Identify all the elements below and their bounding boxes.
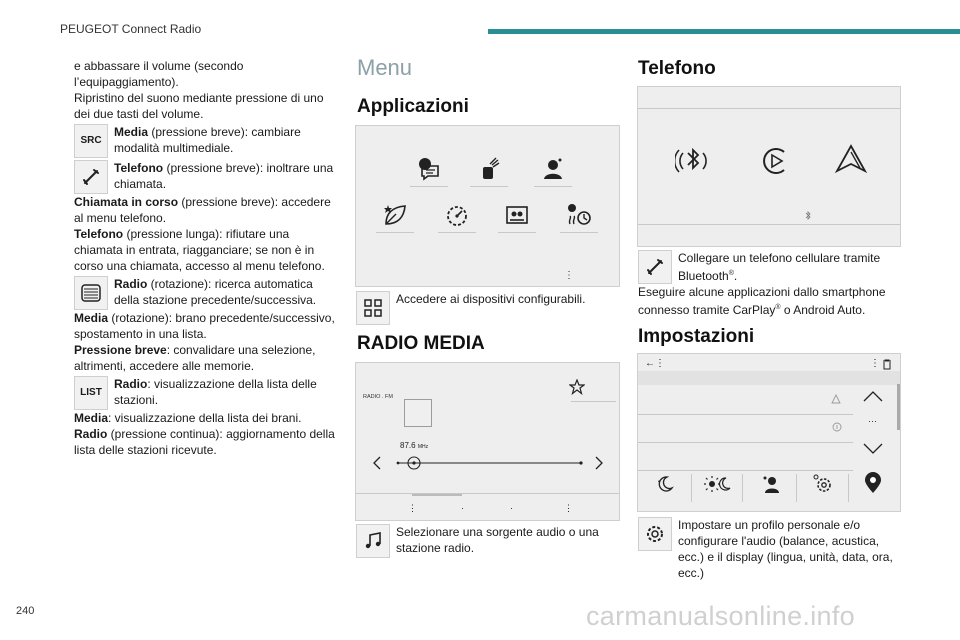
gauge-icon bbox=[444, 202, 470, 228]
contacts-tile bbox=[498, 202, 536, 233]
phone-handset-icon bbox=[74, 160, 108, 194]
paragraph: Pressione breve: convalidare una selezione, altrimenti, accedere alle memorie. bbox=[74, 343, 316, 373]
scroll-up-icon bbox=[862, 389, 884, 403]
gear-icon bbox=[812, 473, 834, 495]
music-note-icon bbox=[356, 524, 390, 558]
phone-note: Collegare un telefono cellulare tramite Bluetooth®. bbox=[638, 250, 900, 284]
list-key-icon: LIST bbox=[74, 376, 108, 410]
heating-timer-icon bbox=[566, 202, 592, 228]
more-options-icon: ⋮ bbox=[564, 270, 574, 281]
gauge-tile bbox=[438, 202, 476, 233]
radio-media-heading: RADIO MEDIA bbox=[357, 333, 485, 354]
running-header: PEUGEOT Connect Radio bbox=[60, 22, 202, 36]
radio-item: Radio (rotazione): ricerca automatica della stazione precedente/successiva. bbox=[74, 276, 340, 310]
contact-card-icon bbox=[504, 202, 530, 228]
messages-icon bbox=[416, 156, 442, 182]
brightness-icon bbox=[704, 474, 732, 494]
paragraph: Media: visualizzazione della lista dei brani. bbox=[74, 411, 302, 425]
applications-screen bbox=[355, 125, 620, 287]
page-number: 240 bbox=[16, 605, 35, 617]
profile-tile bbox=[534, 156, 572, 187]
more-options-icon: ⋮ bbox=[564, 503, 573, 513]
scrollbar bbox=[897, 384, 900, 430]
user-profile-icon bbox=[540, 156, 566, 182]
android-auto-icon bbox=[834, 143, 868, 177]
more-options-icon: ··· bbox=[868, 416, 877, 426]
settings-note: Impostare un profilo personale e/o configurare l'audio (balance, acustica, ecc.) e il display (lingua, unità, data, ora, ecc.) bbox=[638, 517, 900, 581]
info-icon bbox=[832, 422, 842, 432]
carplay-icon bbox=[758, 144, 792, 178]
phone-heading: Telefono bbox=[638, 58, 716, 79]
connected-device-tile bbox=[470, 156, 508, 187]
menu-heading: Menu bbox=[357, 55, 413, 80]
phone-item: Telefono (pressione breve): inoltrare una chiamata. bbox=[74, 160, 340, 194]
messages-tile bbox=[410, 156, 448, 187]
radio-media-note: Selezionare una sorgente audio o una stazione radio. bbox=[356, 524, 618, 558]
bluetooth-icon bbox=[675, 143, 711, 179]
more-options-icon: · bbox=[510, 503, 513, 513]
radio-media-screen bbox=[355, 362, 620, 521]
list-item: LIST Radio: visualizzazione della lista delle stazioni. bbox=[74, 376, 340, 410]
album-art-placeholder bbox=[404, 399, 432, 427]
tuner-slider bbox=[370, 451, 606, 475]
paragraph: Media (rotazione): brano precedente/successivo, spostamento in una lista. bbox=[74, 311, 335, 341]
radio-band-label: RADIO . FM bbox=[363, 394, 393, 400]
phone-note-paragraph: Eseguire alcune applicazioni dallo smartphone connesso tramite CarPlay® o Android Auto. bbox=[638, 285, 886, 317]
night-mode-icon bbox=[655, 474, 675, 494]
frequency-readout: 87.6 MHz bbox=[400, 441, 429, 450]
more-options-icon: ⋮ bbox=[870, 358, 880, 369]
phone-screen bbox=[637, 86, 901, 247]
leaf-icon bbox=[382, 202, 408, 228]
column-left bbox=[74, 58, 340, 458]
watermark: carmanualsonline.info bbox=[586, 601, 855, 631]
paragraph: Radio (pressione continua): aggiornamento della lista delle stazioni ricevute. bbox=[74, 427, 335, 457]
paragraph: e abbassare il volume (secondo l’equipaggiamento). bbox=[74, 59, 244, 89]
paragraph: Ripristino del suono mediante pressione di uno dei due tasti del volume. bbox=[74, 91, 324, 121]
more-options-icon: ⋮ bbox=[408, 503, 417, 513]
src-item: SRC Media (pressione breve): cambiare modalità multimediale. bbox=[74, 124, 340, 158]
header-accent-bar bbox=[488, 29, 960, 34]
rotary-knob-icon bbox=[74, 276, 108, 310]
connected-device-icon bbox=[476, 156, 502, 182]
settings-screen bbox=[637, 353, 901, 512]
apps-grid-icon bbox=[356, 291, 390, 325]
scroll-down-icon bbox=[862, 442, 884, 456]
star-icon bbox=[569, 379, 585, 395]
location-settings-icon bbox=[862, 472, 884, 494]
paragraph: Chiamata in corso (pressione breve): accedere al menu telefono. bbox=[74, 195, 331, 225]
trash-icon bbox=[882, 359, 892, 370]
settings-heading: Impostazioni bbox=[638, 326, 755, 347]
back-arrow-icon: ←⋮ bbox=[645, 358, 665, 369]
heating-timer-tile bbox=[560, 202, 598, 233]
phone-handset-icon bbox=[638, 250, 672, 284]
eco-tile bbox=[376, 202, 414, 233]
gear-icon bbox=[638, 517, 672, 551]
more-options-icon: · bbox=[461, 503, 464, 513]
user-profile-icon bbox=[761, 474, 781, 494]
warning-icon bbox=[831, 394, 841, 404]
src-key-icon: SRC bbox=[74, 124, 108, 158]
bluetooth-status-icon bbox=[804, 211, 812, 221]
applications-note: Accedere ai dispositivi configurabili. bbox=[356, 291, 618, 325]
applications-heading: Applicazioni bbox=[357, 96, 469, 117]
paragraph: Telefono (pressione lunga): rifiutare una chiamata in entrata, riagganciare; se non è in corso una chiamata, accesso al menu telefono. bbox=[74, 227, 325, 273]
